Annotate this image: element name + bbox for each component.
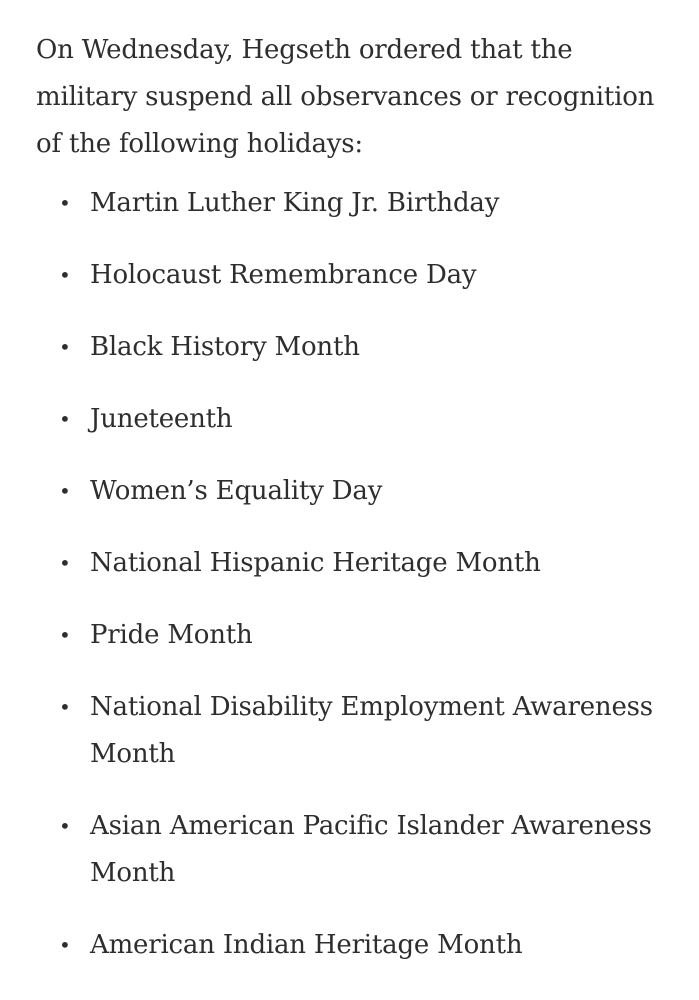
holiday-label: Asian American Pacific Islander Awareness Month — [90, 811, 652, 888]
bullet-icon: • — [59, 335, 71, 359]
holiday-label: Pride Month — [90, 620, 253, 650]
bullet-icon: • — [59, 191, 71, 215]
holiday-label: Women’s Equality Day — [90, 476, 383, 506]
list-item — [36, 684, 676, 778]
holiday-label: Black History Month — [90, 332, 360, 362]
intro-paragraph: On Wednesday, Hegseth ordered that the military suspend all observances or recognition of the following holidays: — [36, 35, 655, 159]
holiday-label: Martin Luther King Jr. Birthday — [90, 188, 500, 218]
holiday-label: National Hispanic Heritage Month — [90, 548, 541, 578]
holiday-label: National Disability Employment Awareness Month — [90, 692, 653, 769]
holiday-label: Holocaust Remembrance Day — [90, 260, 477, 290]
bullet-icon: • — [59, 479, 71, 503]
bullet-icon: • — [59, 814, 71, 838]
list-item — [36, 803, 676, 897]
list-item — [36, 396, 676, 443]
list-item — [36, 180, 676, 227]
bullet-icon: • — [59, 695, 71, 719]
list-item — [36, 324, 676, 371]
article-body — [36, 27, 676, 994]
list-item — [36, 612, 676, 659]
bullet-icon: • — [59, 407, 71, 431]
bullet-icon: • — [59, 263, 71, 287]
bullet-icon: • — [59, 933, 71, 957]
holiday-label: American Indian Heritage Month — [90, 930, 523, 960]
list-item — [36, 468, 676, 515]
bullet-icon: • — [59, 623, 71, 647]
list-item — [36, 252, 676, 299]
list-item — [36, 922, 676, 969]
holiday-label: Juneteenth — [90, 404, 233, 434]
list-item — [36, 540, 676, 587]
bullet-icon: • — [59, 551, 71, 575]
holiday-list — [36, 180, 676, 969]
